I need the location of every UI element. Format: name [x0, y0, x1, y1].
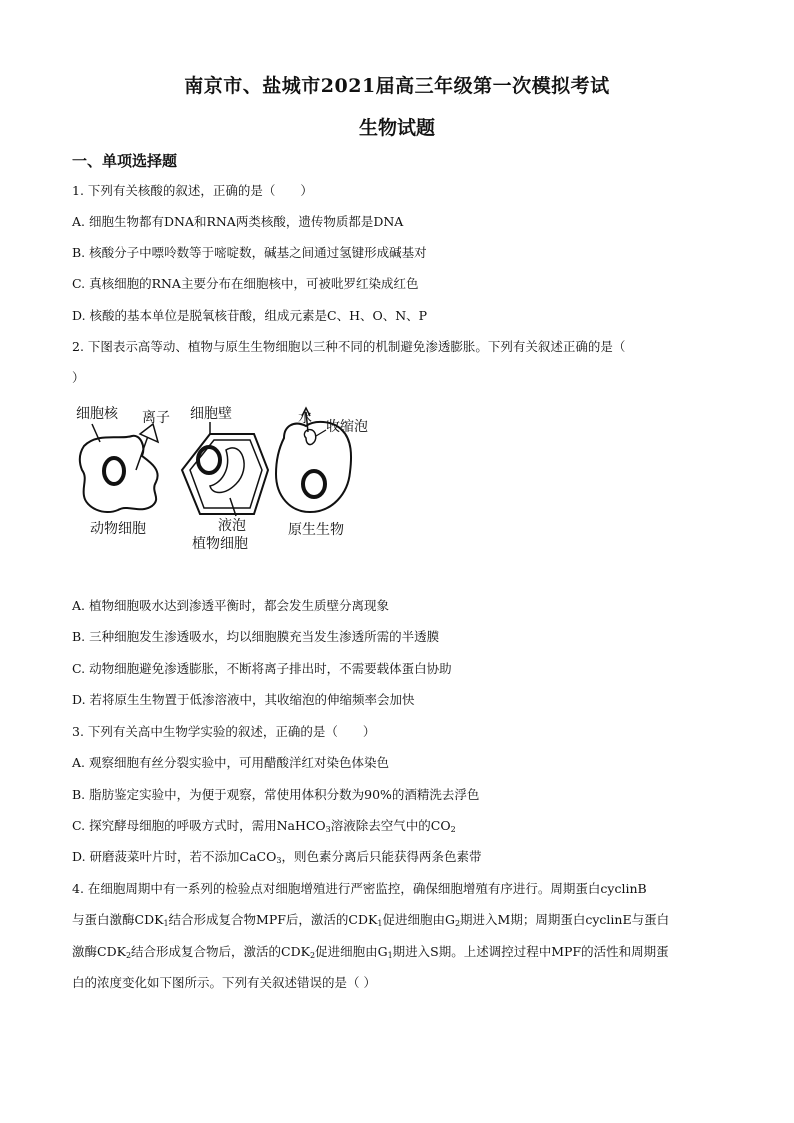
water-label: 水	[298, 410, 312, 426]
plant-cell-drawing	[182, 422, 268, 516]
q4-stem-line1: 4. 在细胞周期中有一系列的检验点对细胞增殖进行严密监控，确保细胞增殖有序进行。周期蛋白cyclinB	[72, 881, 647, 896]
q2-stem-line1: 2. 下图表示高等动、植物与原生生物细胞以三种不同的机制避免渗透膨胀。下列有关叙述正确的是（	[72, 339, 626, 354]
cell-wall-label: 细胞壁	[190, 406, 232, 422]
q3-option-c: C. 探究酵母细胞的呼吸方式时，需用NaHCO$_3$溶液除去空气中的$CO_2$	[72, 818, 456, 834]
q1-option-c: C. 真核细胞的RNA主要分布在细胞核中，可被吡罗红染成红色	[72, 276, 419, 291]
q4-stem-line3: 激酶$CDK_2$结合形成复合物后，激活的$CDK_2$促进细胞由$G_1$期进入S期。上述调控过程中MPF的活性和周期蛋	[72, 944, 669, 960]
q1-option-d: D. 核酸的基本单位是脱氧核苷酸，组成元素是C、H、O、N、P	[72, 308, 428, 323]
q2-option-d: D. 若将原生生物置于低渗溶液中，其收缩泡的伸缩频率会加快	[72, 692, 415, 707]
q4-stem-line2: 与蛋白激酶$CDK_1$结合形成复合物MPF后，激活的$CDK_1$促进细胞由$G_2$期进入M期；周期蛋白cyclinE与蛋白	[72, 912, 670, 928]
contractile-vacuole-label: 收缩泡	[326, 419, 368, 435]
q1-option-a: A. 细胞生物都有DNA和RNA两类核酸，遗传物质都是DNA	[72, 214, 404, 229]
q3-option-b: B. 脂肪鉴定实验中，为便于观察，常使用体积分数为90%的酒精洗去浮色	[72, 787, 480, 802]
q2-option-c: C. 动物细胞避免渗透膨胀，不断将离子排出时，不需要载体蛋白协助	[72, 661, 452, 676]
section-heading: 一、单项选择题	[72, 152, 178, 170]
liquid-vacuole-label: 液泡	[218, 518, 246, 534]
q2-stem-line2: ）	[72, 370, 85, 385]
nucleus-label: 细胞核	[76, 406, 118, 422]
exam-subtitle: 生物试题	[358, 117, 435, 139]
protist-label: 原生生物	[288, 522, 344, 538]
animal-cell-drawing	[80, 424, 158, 512]
exam-title: 南京市、盐城市2021届高三年级第一次模拟考试	[184, 75, 610, 97]
plant-cell-label: 植物细胞	[192, 536, 248, 552]
q2-option-a: A. 植物细胞吸水达到渗透平衡时，都会发生质壁分离现象	[72, 598, 389, 613]
q2-option-b: B. 三种细胞发生渗透吸水，均以细胞膜充当发生渗透所需的半透膜	[72, 629, 440, 644]
animal-cell-label: 动物细胞	[90, 521, 146, 537]
q3-stem: 3. 下列有关高中生物学实验的叙述，正确的是（ ）	[72, 724, 376, 739]
q1-stem: 1. 下列有关核酸的叙述，正确的是（ ）	[72, 183, 313, 198]
q3-option-a: A. 观察细胞有丝分裂实验中，可用醋酸洋红对染色体染色	[72, 755, 389, 770]
ion-label: 离子	[142, 410, 170, 426]
q3-option-d: D. 研磨菠菜叶片时，若不添加CaCO$_3$，则色素分离后只能获得两条色素带	[72, 849, 482, 865]
q1-option-b: B. 核酸分子中嘌呤数等于嘧啶数，碱基之间通过氢键形成碱基对	[72, 245, 427, 260]
osmosis-cells-figure	[70, 398, 380, 558]
q4-stem-line4: 白的浓度变化如下图所示。下列有关叙述错误的是（ ）	[72, 975, 376, 990]
